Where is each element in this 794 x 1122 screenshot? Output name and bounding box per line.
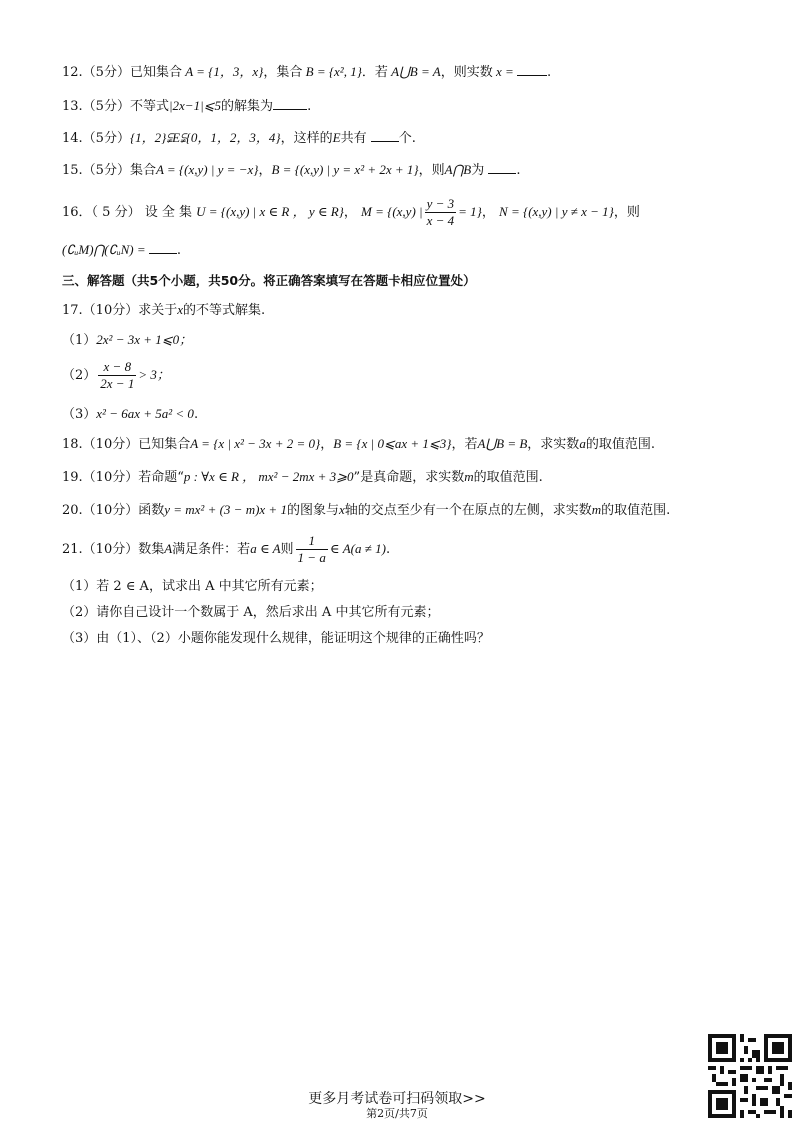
q21-text-2: 满足条件：若 bbox=[172, 542, 251, 557]
q12-text-2: ，集合 bbox=[263, 65, 303, 80]
section-3-heading: 三、解答题（共5个小题，共50分。将正确答案填写在答题卡相应位置处） bbox=[62, 273, 476, 288]
q21-fraction-denominator: 1 − a bbox=[297, 550, 326, 565]
q18-text-4: ，求实数 bbox=[527, 437, 580, 452]
q20-math: y = mx² + (3 − m)x + 1 bbox=[164, 502, 287, 517]
question-19 bbox=[62, 467, 543, 488]
q17-part-2-numerator: x − 8 bbox=[98, 359, 136, 376]
q16-text-2: ， bbox=[343, 205, 357, 220]
q18-math-union: A⋃B = B bbox=[477, 436, 528, 451]
q18-text-5: 的取值范围. bbox=[585, 437, 655, 452]
q16-fraction-numerator: y − 3 bbox=[426, 196, 455, 211]
footer-promo-text: 更多月考试卷可扫码领取>> bbox=[308, 1091, 486, 1107]
q19-math: p : ∀x ∈ R ， mx² − 2mx + 3⩾0 bbox=[183, 469, 354, 484]
question-21 bbox=[62, 532, 390, 567]
q12-text: 12.（5分）已知集合 bbox=[62, 65, 182, 80]
q17-text-2: 的不等式解集. bbox=[183, 303, 266, 318]
q15-math-setA: A = {(x,y) | y = −x} bbox=[155, 162, 259, 177]
q17-part-2 bbox=[62, 358, 170, 393]
q21-text-3: 则 bbox=[280, 542, 294, 557]
q16-fraction bbox=[425, 196, 457, 229]
qr-code-image[interactable] bbox=[708, 1034, 792, 1118]
q17-part-3-math: x² − 6ax + 5a² < 0 bbox=[96, 406, 194, 421]
q12-answer-blank[interactable] bbox=[517, 62, 547, 76]
q21-fraction-numerator: 1 bbox=[296, 533, 328, 550]
q12-math-union: A⋃B = A bbox=[387, 64, 441, 79]
q17-part-3-tail: . bbox=[193, 407, 199, 422]
q15-text-4: 为 bbox=[471, 163, 485, 178]
q18-text-3: ，若 bbox=[451, 437, 478, 452]
q15-text-2: ， bbox=[258, 163, 272, 178]
q18-text-2: ， bbox=[320, 437, 334, 452]
q17-part-1 bbox=[62, 330, 192, 351]
q21-part-1: （1）若 2 ∈ A，试求出 A 中其它所有元素； bbox=[62, 579, 323, 594]
q19-math-m: m bbox=[464, 469, 474, 484]
q21-text-4: . bbox=[385, 542, 391, 557]
q12-math-x: x = bbox=[492, 64, 518, 79]
q21-math-A: A bbox=[164, 541, 173, 556]
q21-part-3: （3）由（1）、（2）小题你能发现什么规律，能证明这个规律的正确性吗？ bbox=[62, 631, 490, 646]
q16-text-4: ，则 bbox=[613, 205, 640, 220]
q17-part-2-tail: > 3； bbox=[138, 367, 170, 382]
q17-part-2-label: （2） bbox=[62, 368, 97, 383]
q13-text: 13.（5分）不等式 bbox=[62, 99, 169, 114]
q17-part-2-fraction bbox=[98, 359, 136, 392]
q17-part-3 bbox=[62, 404, 198, 425]
q14-text-4: 个. bbox=[398, 131, 416, 146]
q15-math-setB: B = {(x,y) | y = x² + 2x + 1} bbox=[271, 162, 419, 177]
question-14 bbox=[62, 128, 416, 149]
q20-text-2: 的图象与 bbox=[286, 503, 339, 518]
question-16-line2: (∁ᵤM)⋂(∁ᵤN) = . bbox=[62, 242, 182, 258]
q13-text-2: 的解集为 bbox=[221, 99, 274, 114]
q18-math-a: a bbox=[579, 436, 586, 451]
q15-text-3: ，则 bbox=[418, 163, 445, 178]
q12-text-4: ，则实数 bbox=[440, 65, 493, 80]
q14-text-3: 共有 bbox=[340, 131, 367, 146]
question-12: 12.（5分）已知集合 A = {1，3，x}，集合 B = {x², 1}．若 A⋃B = A，则实数 x = . bbox=[62, 64, 552, 80]
q21-math-a-in-A: a ∈ A bbox=[250, 541, 281, 556]
q12-math-setB: B = {x², 1} bbox=[302, 64, 362, 79]
q14-math-E: E bbox=[332, 130, 341, 145]
q21-fraction bbox=[296, 533, 328, 566]
q18-math-setB: B = {x | 0⩽ax + 1⩽3} bbox=[333, 436, 452, 451]
q17-part-1-math: 2x² − 3x + 1⩽0； bbox=[96, 332, 193, 347]
q18-text: 18.（10分）已知集合 bbox=[62, 437, 191, 452]
q14-text-2: ，这样的 bbox=[280, 131, 333, 146]
q13-answer-blank[interactable] bbox=[273, 96, 307, 110]
q19-text-2: ”是真命题，求实数 bbox=[353, 470, 465, 485]
q20-math-m: m bbox=[591, 502, 602, 517]
footer-page-number: 第2页/共7页 bbox=[366, 1107, 428, 1120]
q15-text: 15.（5分）集合 bbox=[62, 163, 156, 178]
q20-text-4: 的取值范围. bbox=[601, 503, 671, 518]
q19-text-3: 的取值范围. bbox=[473, 470, 543, 485]
q13-math: |2x−1|⩽5 bbox=[168, 98, 222, 113]
q12-text-3: ．若 bbox=[361, 65, 388, 80]
q16-text: 16．（ 5 分） 设 全 集 bbox=[62, 205, 192, 220]
q20-text: 20.（10分）函数 bbox=[62, 503, 165, 518]
q20-math-x: x bbox=[338, 502, 345, 517]
question-16 bbox=[62, 196, 640, 229]
q16-fraction-denominator: x − 4 bbox=[426, 213, 455, 228]
q17-math-x: x bbox=[177, 302, 183, 317]
q17-part-2-denominator: 2x − 1 bbox=[100, 376, 135, 391]
q14-text: 14.（5分） bbox=[62, 131, 130, 146]
q17-part-1-label: （1） bbox=[62, 333, 97, 348]
q16-text-3: ， bbox=[481, 205, 495, 220]
q14-answer-blank[interactable] bbox=[371, 128, 399, 142]
q17-part-3-label: （3） bbox=[62, 407, 97, 422]
q16-math-setU: U = {(x,y) | x ∈ R ， y ∈ R} bbox=[196, 204, 344, 219]
q15-answer-blank[interactable] bbox=[488, 160, 516, 174]
q21-text: 21.（10分）数集 bbox=[62, 542, 165, 557]
q16-math-complement: (∁ᵤM)⋂(∁ᵤN) = bbox=[62, 242, 149, 257]
question-13: 13.（5分）不等式|2x−1|⩽5的解集为 . bbox=[62, 98, 312, 114]
q21-math-condition: ∈ A(a ≠ 1) bbox=[329, 541, 386, 556]
q12-math-setA: A = {1，3，x} bbox=[181, 64, 264, 79]
question-18 bbox=[62, 434, 655, 455]
q20-text-3: 轴的交点至少有一个在原点的左侧，求实数 bbox=[344, 503, 592, 518]
question-15: 15.（5分）集合A = {(x,y) | y = −x}，B = {(x,y) | y = x² + 2x + 1}，则A⋂B为 . bbox=[62, 162, 521, 178]
q21-part-2: （2）请你自己设计一个数属于 A，然后求出 A 中其它所有元素； bbox=[62, 605, 440, 620]
q19-text: 19.（10分）若命题“ bbox=[62, 470, 184, 485]
q14-math: {1，2}⫋E⫋{0，1，2，3，4} bbox=[129, 130, 281, 145]
question-17 bbox=[62, 300, 265, 321]
question-20 bbox=[62, 500, 670, 521]
q16-math-setN: N = {(x,y) | y ≠ x − 1} bbox=[499, 204, 614, 219]
q16-math-setM: M = {(x,y) | bbox=[361, 204, 423, 219]
q16-answer-blank[interactable] bbox=[149, 240, 177, 254]
q18-math-setA: A = {x | x² − 3x + 2 = 0} bbox=[190, 436, 321, 451]
q15-math-intersection: A⋂B bbox=[444, 162, 472, 177]
q16-math-setM-end: = 1} bbox=[458, 204, 482, 219]
q17-text: 17.（10分）求关于 bbox=[62, 303, 178, 318]
